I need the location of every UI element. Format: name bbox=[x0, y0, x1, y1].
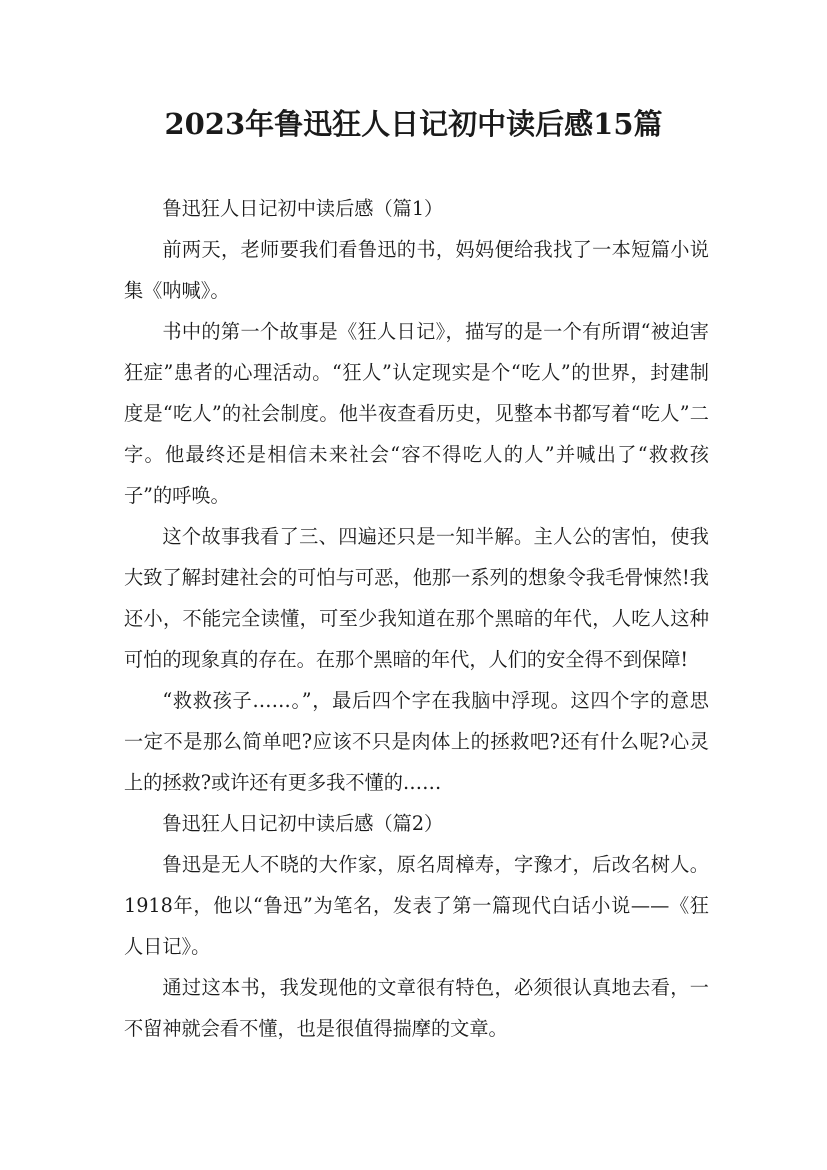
paragraph: 前两天，老师要我们看鲁迅的书，妈妈便给我找了一本短篇小说集《呐喊》。 bbox=[124, 238, 709, 302]
paragraph: 通过这本书，我发现他的文章很有特色，必须很认真地去看，一不留神就会看不懂，也是很值得揣摩的文章。 bbox=[124, 976, 709, 1040]
document-body bbox=[124, 188, 709, 1049]
paragraph: 鲁迅是无人不晓的大作家，原名周樟寿，字豫才，后改名树人。1918年，他以“鲁迅”为笔名，发表了第一篇现代白话小说——《狂人日记》。 bbox=[124, 853, 709, 958]
document-title: 2023年鲁迅狂人日记初中读后感15篇 bbox=[164, 107, 663, 141]
section-heading: 鲁迅狂人日记初中读后感（篇2） bbox=[162, 812, 444, 835]
paragraph: “救救孩子……。”，最后四个字在我脑中浮现。这四个字的意思一定不是那么简单吧?应该不只是肉体上的拯救吧?还有什么呢?心灵上的拯救?或许还有更多我不懂的…… bbox=[124, 689, 709, 794]
paragraph: 这个故事我看了三、四遍还只是一知半解。主人公的害怕，使我大致了解封建社会的可怕与可恶，他那一系列的想象令我毛骨悚然!我还小，不能完全读懂，可至少我知道在那个黑暗的年代，人吃人这种可怕的现象真的存在。在那个黑暗的年代，人们的安全得不到保障! bbox=[124, 525, 709, 671]
paragraph: 书中的第一个故事是《狂人日记》，描写的是一个有所谓“被迫害狂症”患者的心理活动。“狂人”认定现实是个“吃人”的世界，封建制度是“吃人”的社会制度。他半夜查看历史，见整本书都写着“吃人”二字。他最终还是相信未来社会“容不得吃人的人”并喊出了“救救孩子”的呼唤。 bbox=[124, 320, 709, 507]
section-heading: 鲁迅狂人日记初中读后感（篇1） bbox=[162, 197, 444, 220]
